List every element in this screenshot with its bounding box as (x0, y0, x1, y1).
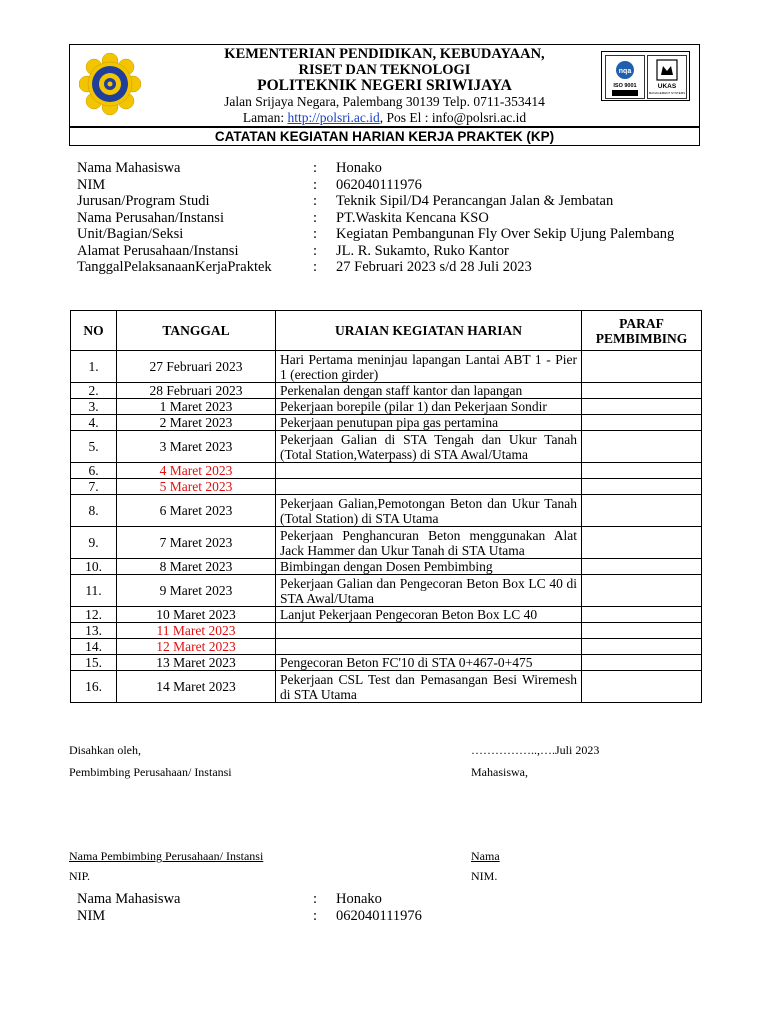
ministry-line-2: RISET DAN TEKNOLOGI (298, 62, 471, 78)
row-date: 5 Maret 2023 (117, 479, 276, 495)
table-header-row (71, 311, 702, 351)
iso-9001-badge (605, 55, 645, 99)
row-date: 8 Maret 2023 (117, 559, 276, 575)
row-paraf (582, 655, 702, 671)
row-paraf (582, 575, 702, 607)
ukas-crown-icon (648, 56, 686, 98)
row-activity: Pekerjaan Galian di STA Tengah dan Ukur Tanah (Total Station,Waterpass) di STA Awal/Utama (276, 431, 582, 463)
table-row (71, 639, 702, 655)
row-paraf (582, 527, 702, 559)
row-date: 1 Maret 2023 (117, 399, 276, 415)
approved-by-label: Disahkan oleh, (69, 743, 141, 757)
row-date: 9 Maret 2023 (117, 575, 276, 607)
colon-separator: : (313, 891, 318, 907)
info-value: Kegiatan Pembangunan Fly Over Sekip Ujung Palembang (336, 226, 675, 242)
letterhead-text (150, 45, 619, 126)
ukas-badge (647, 55, 687, 99)
footer-student-info (77, 891, 697, 924)
row-number: 2. (71, 383, 117, 399)
info-label: Unit/Bagian/Seksi (77, 226, 184, 242)
table-row (71, 527, 702, 559)
table-row (71, 607, 702, 623)
row-date: 3 Maret 2023 (117, 431, 276, 463)
row-date: 2 Maret 2023 (117, 415, 276, 431)
info-row (77, 243, 697, 260)
row-paraf (582, 351, 702, 383)
info-value: Teknik Sipil/D4 Perancangan Jalan & Jembatan (336, 193, 614, 209)
svg-text:nqa: nqa (618, 68, 632, 75)
row-number: 9. (71, 527, 117, 559)
table-row (71, 575, 702, 607)
supervisor-label: Pembimbing Perusahaan/ Instansi (69, 765, 232, 779)
info-row (77, 226, 697, 243)
row-activity (276, 623, 582, 639)
document-title: CATATAN KEGIATAN HARIAN KERJA PRAKTEK (KP) (69, 127, 700, 146)
row-number: 11. (71, 575, 117, 607)
row-date: 27 Februari 2023 (117, 351, 276, 383)
row-activity: Bimbingan dengan Dosen Pembimbing (276, 559, 582, 575)
colon-separator: : (313, 242, 318, 259)
student-name-line: Nama (471, 849, 500, 863)
row-date: 12 Maret 2023 (117, 639, 276, 655)
footer-info-label: NIM (77, 907, 106, 924)
row-paraf (582, 431, 702, 463)
info-value: 27 Februari 2023 s/d 28 Juli 2023 (336, 259, 532, 275)
row-number: 7. (71, 479, 117, 495)
row-paraf (582, 463, 702, 479)
info-row (77, 177, 697, 194)
table-row (71, 463, 702, 479)
row-paraf (582, 399, 702, 415)
date-line: ……………..,….Juli 2023 (471, 743, 600, 757)
col-header-uraian: URAIAN KEGIATAN HARIAN (276, 311, 582, 351)
row-activity: Perkenalan dengan staff kantor dan lapangan (276, 383, 582, 399)
table-row (71, 495, 702, 527)
colon-separator: : (313, 176, 318, 193)
row-date: 13 Maret 2023 (117, 655, 276, 671)
website-link[interactable]: http://polsri.ac.id (287, 110, 380, 125)
row-activity: Pekerjaan penutupan pipa gas pertamina (276, 415, 582, 431)
info-value: PT.Waskita Kencana KSO (336, 209, 489, 226)
row-activity (276, 463, 582, 479)
table-row (71, 623, 702, 639)
info-value: 062040111976 (336, 176, 422, 193)
row-date: 6 Maret 2023 (117, 495, 276, 527)
info-row (77, 259, 697, 276)
laman-label: Laman: (242, 110, 288, 125)
iso-badge-icon (606, 56, 644, 98)
colon-separator: : (313, 209, 318, 226)
row-date: 14 Maret 2023 (117, 671, 276, 703)
table-row (71, 351, 702, 383)
row-activity: Pekerjaan Galian,Pemotongan Beton dan Ukur Tanah (Total Station) di STA Utama (276, 495, 582, 527)
footer-info-value: Honako (336, 891, 382, 907)
info-label: Alamat Perusahaan/Instansi (77, 242, 239, 259)
row-paraf (582, 639, 702, 655)
footer-info-row (77, 908, 697, 925)
contact-line (150, 110, 619, 126)
row-number: 16. (71, 671, 117, 703)
nip-label: NIP. (69, 869, 91, 883)
nim-label: NIM. (471, 869, 498, 883)
footer-info-label: Nama Mahasiswa (77, 891, 181, 907)
student-info (77, 160, 697, 276)
table-row (71, 479, 702, 495)
footer-info-row (77, 891, 697, 908)
row-date: 10 Maret 2023 (117, 607, 276, 623)
supervisor-name-line: Nama Pembimbing Perusahaan/ Instansi (69, 849, 264, 863)
address-line: Jalan Srijaya Negara, Palembang 30139 Telp. 0711-353414 (224, 94, 545, 109)
row-paraf (582, 623, 702, 639)
row-date: 4 Maret 2023 (117, 463, 276, 479)
row-number: 10. (71, 559, 117, 575)
polsri-logo-icon (79, 53, 141, 115)
table-row (71, 415, 702, 431)
col-header-paraf: PARAF PEMBIMBING (582, 311, 702, 351)
table-row (71, 431, 702, 463)
row-activity: Lanjut Pekerjaan Pengecoran Beton Box LC 40 (276, 607, 582, 623)
row-paraf (582, 559, 702, 575)
row-number: 13. (71, 623, 117, 639)
ministry-line: KEMENTERIAN PENDIDIKAN, KEBUDAYAAN, (224, 46, 545, 62)
info-value: Honako (336, 160, 382, 176)
row-paraf (582, 607, 702, 623)
row-number: 14. (71, 639, 117, 655)
col-header-tanggal: TANGGAL (117, 311, 276, 351)
row-activity: Pekerjaan Penghancuran Beton menggunakan Alat Jack Hammer dan Ukur Tanah di STA Utama (276, 527, 582, 559)
row-activity (276, 479, 582, 495)
row-paraf (582, 495, 702, 527)
info-row (77, 210, 697, 227)
row-paraf (582, 479, 702, 495)
footer-info-value: 062040111976 (336, 907, 422, 924)
row-activity: Pekerjaan CSL Test dan Pemasangan Besi Wiremesh di STA Utama (276, 671, 582, 703)
info-label: TanggalPelaksanaanKerjaPraktek (77, 259, 272, 275)
row-number: 12. (71, 607, 117, 623)
row-paraf (582, 415, 702, 431)
row-activity: Pengecoran Beton FC'10 di STA 0+467-0+475 (276, 655, 582, 671)
row-number: 1. (71, 351, 117, 383)
colon-separator: : (313, 907, 318, 924)
info-label: Nama Perusahan/Instansi (77, 209, 224, 226)
table-row (71, 399, 702, 415)
info-value: JL. R. Sukamto, Ruko Kantor (336, 242, 509, 259)
table-row (71, 671, 702, 703)
row-date: 11 Maret 2023 (117, 623, 276, 639)
row-number: 4. (71, 415, 117, 431)
table-row (71, 655, 702, 671)
colon-separator: : (313, 160, 318, 176)
row-number: 5. (71, 431, 117, 463)
colon-separator: : (313, 193, 318, 209)
row-activity: Hari Pertama meninjau lapangan Lantai ABT 1 - Pier 1 (erection girder) (276, 351, 582, 383)
table-row (71, 559, 702, 575)
student-label: Mahasiswa, (471, 765, 528, 779)
institution-name: POLITEKNIK NEGERI SRIWIJAYA (257, 77, 512, 94)
info-row (77, 193, 697, 210)
activity-table (70, 310, 702, 703)
row-activity (276, 639, 582, 655)
svg-text:UKAS: UKAS (657, 83, 677, 90)
info-label: NIM (77, 176, 106, 193)
row-number: 8. (71, 495, 117, 527)
email-text: , Pos El : info@polsri.ac.id (379, 110, 527, 125)
colon-separator: : (313, 259, 318, 275)
row-date: 7 Maret 2023 (117, 527, 276, 559)
row-paraf (582, 383, 702, 399)
row-activity: Pekerjaan Galian dan Pengecoran Beton Box LC 40 di STA Awal/Utama (276, 575, 582, 607)
row-number: 6. (71, 463, 117, 479)
row-number: 3. (71, 399, 117, 415)
col-header-no: NO (71, 311, 117, 351)
certification-badges (601, 51, 690, 101)
row-paraf (582, 671, 702, 703)
info-label: Nama Mahasiswa (77, 160, 181, 176)
info-row (77, 160, 697, 177)
colon-separator: : (313, 226, 318, 242)
row-activity: Pekerjaan borepile (pilar 1) dan Pekerjaan Sondir (276, 399, 582, 415)
letterhead (69, 44, 700, 127)
row-number: 15. (71, 655, 117, 671)
svg-text:MANAGEMENT SYSTEMS: MANAGEMENT SYSTEMS (648, 91, 686, 95)
table-row (71, 383, 702, 399)
row-date: 28 Februari 2023 (117, 383, 276, 399)
svg-text:ISO 9001: ISO 9001 (613, 83, 637, 89)
info-label: Jurusan/Program Studi (77, 193, 210, 209)
